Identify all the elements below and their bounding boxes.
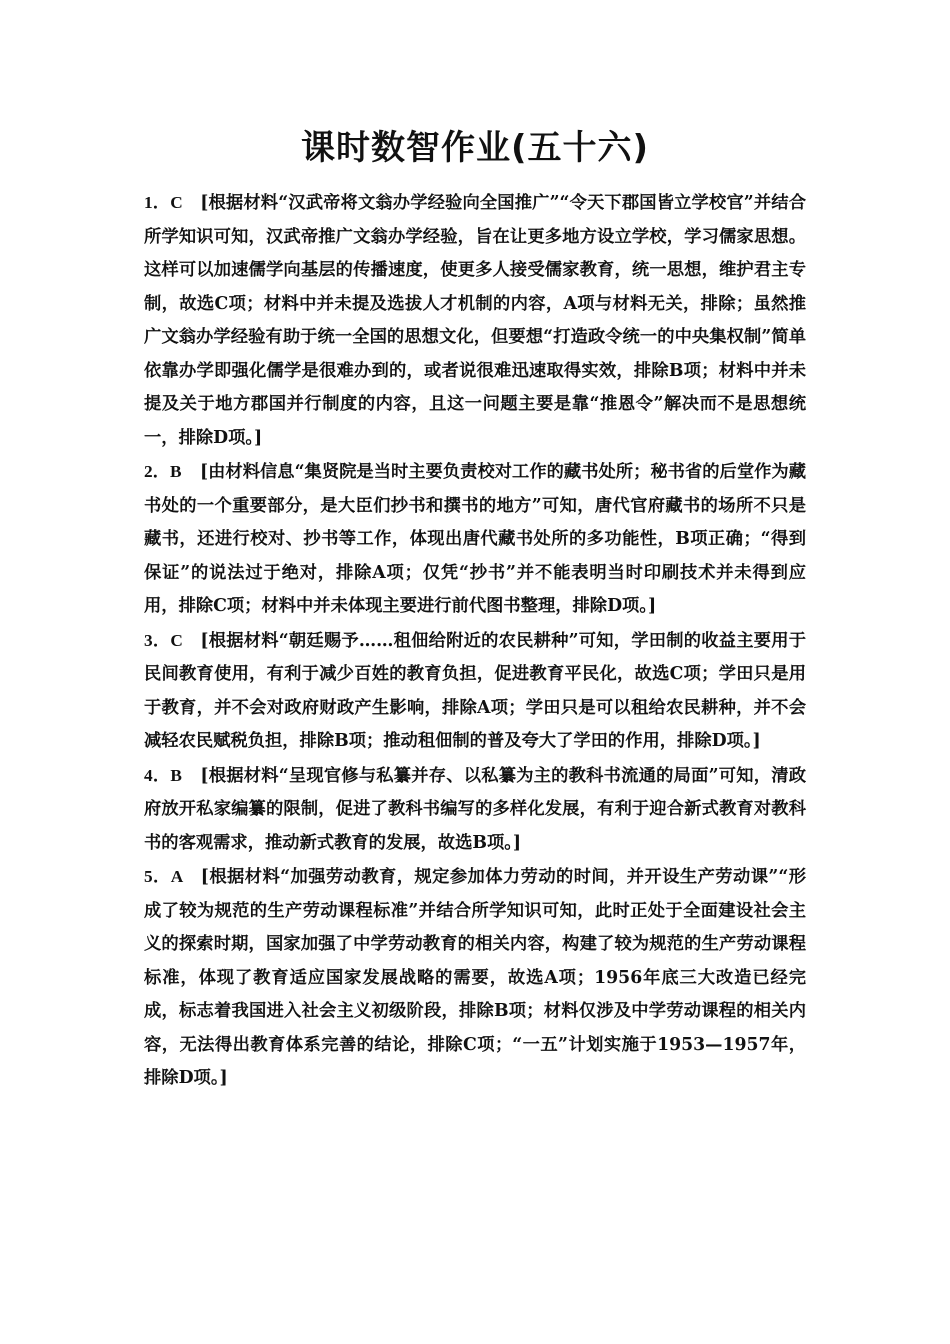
answer-explanation: [由材料信息“集贤院是当时主要负责校对工作的藏书处所；秘书省的后堂作为藏书处的一个重要部分，是大臣们抄书和撰书的地方”可知，唐代官府藏书的场所不只是藏书，还进行校对、抄书等工作，体现出唐代藏书处所的多功能性，B项正确；“得到保证”的说法过于绝对，排除A项；仅凭“抄书”并不能表明当时印刷技术并未得到应用，排除C项；材料中并未体现主要进行前代图书整理，排除D项。] — [144, 462, 806, 616]
answer-item-5 — [144, 860, 806, 1096]
answer-explanation: [根据材料“汉武帝将文翁办学经验向全国推广”“令天下郡国皆立学校官”并结合所学知识可知，汉武帝推广文翁办学经验，旨在让更多地方设立学校，学习儒家思想。这样可以加速儒学向基层的传播速度，使更多人接受儒家教育，统一思想，维护君主专制，故选C项；材料中并未提及选拔人才机制的内容，A项与材料无关，排除；虽然推广文翁办学经验有助于统一全国的思想文化，但要想“打造政令统一的中央集权制”简单依靠办学即强化儒学是很难办到的，或者说很难迅速取得实效，排除B项；材料中并未提及关于地方郡国并行制度的内容，且这一问题主要是靠“推恩令”解决而不是思想统一，排除D项。] — [144, 193, 806, 448]
answer-choice: C — [170, 630, 183, 650]
answer-choice: B — [170, 765, 182, 785]
answer-number: 3． — [144, 630, 171, 650]
answer-choice: A — [170, 867, 184, 886]
answer-number: 5． — [144, 867, 171, 886]
answer-list — [144, 186, 806, 1096]
answer-explanation: [根据材料“加强劳动教育，规定参加体力劳动的时间，并开设生产劳动课”“形成了较为规范的生产劳动课程标准”并结合所学知识可知，此时正处于全面建设社会主义的探索时期，国家加强了中学劳动教育的相关内容，构建了较为规范的生产劳动课程标准，体现了教育适应国家发展战略的需要，故选A项；1956年底三大改造已经完成，标志着我国进入社会主义初级阶段，排除B项；材料仅涉及中学劳动课程的相关内容，无法得出教育体系完善的结论，排除C项；“一五”计划实施于1953—1957年，排除D项。] — [144, 867, 806, 1088]
answer-choice: C — [170, 193, 183, 212]
answer-item-2 — [144, 455, 806, 624]
page-title: 课时数智作业(五十六) — [300, 128, 650, 168]
answer-item-4 — [144, 759, 806, 861]
answer-item-1 — [144, 186, 806, 455]
answer-number: 1． — [144, 193, 171, 212]
answer-item-3 — [144, 624, 806, 759]
answer-explanation: [根据材料“呈现官修与私纂并存、以私纂为主的教科书流通的局面”可知，清政府放开私家编纂的限制，促进了教科书编写的多样化发展，有利于迎合新式教育对教科书的客观需求，推动新式教育的发展，故选B项。] — [144, 765, 806, 853]
answer-number: 4． — [144, 765, 171, 785]
answer-number: 2． — [144, 462, 170, 481]
answer-explanation: [根据材料“朝廷赐予……租佃给附近的农民耕种”可知，学田制的收益主要用于民间教育使用，有利于减少百姓的教育负担，促进教育平民化，故选C项；学田只是用于教育，并不会对政府财政产生影响，排除A项；学田只是可以租给农民耕种，并不会减轻农民赋税负担，排除B项；推动租佃制的普及夸大了学田的作用，排除D项。] — [144, 630, 806, 751]
answer-choice: B — [169, 462, 182, 481]
